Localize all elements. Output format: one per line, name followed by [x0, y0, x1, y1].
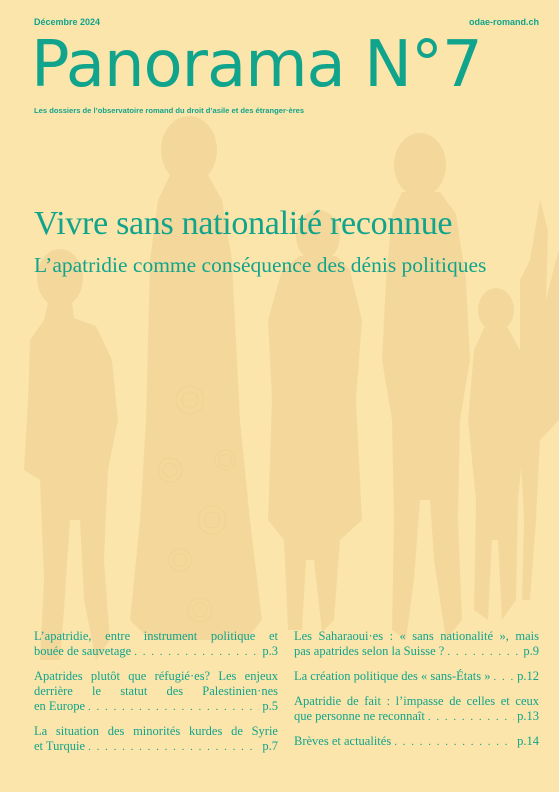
toc-item-page: p.9	[523, 644, 539, 658]
toc-leader-dots	[88, 700, 259, 715]
silhouette-left	[24, 249, 118, 660]
toc-right-column	[294, 629, 539, 759]
toc-item[interactable]	[294, 694, 539, 725]
toc-item-title-last: bouée de sauvetage	[34, 644, 132, 658]
toc-item[interactable]	[34, 629, 278, 660]
toc-item-title-line: Apatrides plutôt que réfugié·es? Les enjeux	[34, 669, 278, 683]
toc-left-column	[34, 629, 278, 764]
toc-item-title-last: et Turquie	[34, 739, 86, 753]
issue-date: Décembre 2024	[34, 17, 101, 27]
toc-item-title-last: que personne ne reconnaît	[294, 709, 425, 723]
toc-item-title-last: La création politique des « sans-États »	[294, 669, 491, 683]
masthead-tagline: Les dossiers de l’observatoire romand du droit d’asile et des étranger·ères	[34, 106, 305, 115]
toc-item[interactable]	[34, 724, 278, 755]
toc-item-title-line: Apatridie de fait : l’impasse de celles et ceux	[294, 694, 539, 708]
toc-leader-dots	[428, 710, 514, 725]
toc-leader-dots	[493, 670, 514, 685]
masthead-title: Panorama N°7	[31, 28, 482, 102]
toc-item-title-line: La situation des minorités kurdes de Syrie	[34, 724, 278, 738]
silhouette-far-right	[468, 288, 526, 620]
toc-item-page: p.3	[262, 644, 278, 658]
toc-item-title-last: pas apatrides selon la Suisse ?	[294, 644, 445, 658]
toc-item-page: p.12	[517, 669, 539, 683]
tree-silhouette	[520, 200, 559, 600]
silhouette-woman-dress	[130, 116, 262, 640]
toc-item-page: p.5	[262, 699, 278, 713]
toc-leader-dots	[134, 645, 259, 660]
toc-leader-dots	[88, 740, 259, 755]
toc-item[interactable]	[34, 669, 278, 715]
toc-item[interactable]	[294, 734, 539, 750]
toc-leader-dots	[394, 735, 514, 750]
website-link[interactable]: odae-romand.ch	[468, 17, 539, 27]
cover-headline: Vivre sans nationalité reconnue	[34, 205, 453, 242]
toc-item-title-last: en Europe	[34, 699, 86, 713]
cover-subheadline: L’apatridie comme conséquence des dénis politiques	[34, 253, 487, 277]
toc-item-title-last: Brèves et actualités	[294, 734, 392, 748]
toc-item[interactable]	[294, 669, 539, 685]
toc-item-title-line: derrière le statut des Palestinien·nes	[34, 684, 278, 698]
toc-item-title-line: L’apatridie, entre instrument politique et	[34, 629, 278, 643]
toc-item-page: p.13	[517, 709, 539, 723]
toc-item-page: p.7	[262, 739, 278, 753]
toc-leader-dots	[447, 645, 520, 660]
toc-item-title-line: Les Saharaoui·es : « sans nationalité », mais	[294, 629, 539, 643]
toc-item[interactable]	[294, 629, 539, 660]
toc-item-page: p.14	[517, 734, 539, 748]
